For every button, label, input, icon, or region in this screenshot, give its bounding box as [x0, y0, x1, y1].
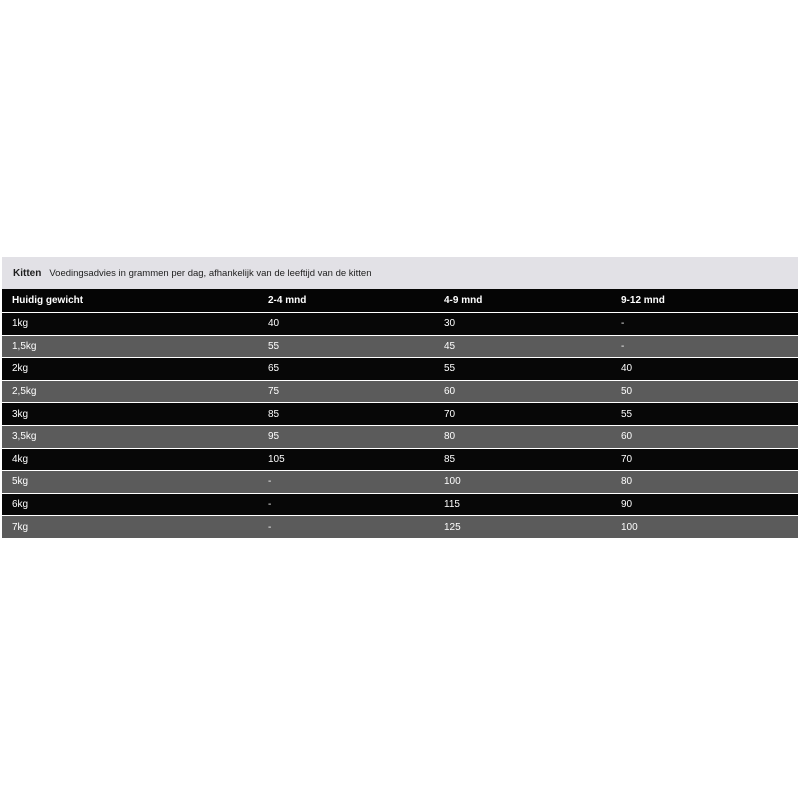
value-cell: 85: [268, 408, 280, 420]
table-title: Kitten: [13, 267, 42, 279]
value-cell: 40: [268, 318, 280, 330]
value-cell: 70: [444, 408, 456, 420]
table-subtitle: Voedingsadvies in grammen per dag, afhankelijk van de leeftijd van de kitten: [49, 267, 372, 279]
table-row: [2, 403, 798, 426]
weight-cell: 2,5kg: [12, 386, 37, 398]
value-cell: 70: [621, 453, 633, 465]
value-cell: 80: [444, 431, 456, 443]
table-row: [2, 381, 798, 404]
table-title-bar: [2, 257, 798, 289]
value-cell: 125: [444, 521, 461, 533]
table-row: [2, 471, 798, 494]
weight-cell: 4kg: [12, 453, 29, 465]
feeding-table: [2, 257, 798, 538]
value-cell: 55: [268, 340, 280, 352]
value-cell: 45: [444, 340, 456, 352]
table-row: [2, 313, 798, 336]
weight-cell: 1,5kg: [12, 340, 37, 352]
value-cell: 105: [268, 453, 285, 465]
weight-cell: 3kg: [12, 408, 29, 420]
value-cell: 90: [621, 499, 633, 511]
value-cell: 80: [621, 476, 633, 488]
table-row: [2, 358, 798, 381]
table-row: [2, 449, 798, 472]
value-cell: 40: [621, 363, 633, 375]
value-cell: 115: [444, 499, 460, 511]
value-cell: 75: [268, 386, 280, 398]
value-cell: 60: [444, 386, 456, 398]
value-cell: -: [268, 476, 272, 488]
value-cell: 100: [444, 476, 461, 488]
weight-cell: 1kg: [12, 318, 29, 330]
value-cell: 100: [621, 521, 638, 533]
value-cell: -: [268, 521, 272, 533]
table-header-row: [2, 289, 798, 313]
header-age-2-4: 2-4 mnd: [268, 295, 307, 306]
weight-cell: 6kg: [12, 499, 29, 511]
value-cell: -: [268, 499, 272, 511]
weight-cell: 5kg: [12, 476, 29, 488]
weight-cell: 3,5kg: [12, 431, 37, 443]
table-row: [2, 494, 798, 517]
value-cell: -: [621, 318, 625, 330]
table-row: [2, 426, 798, 449]
table-row: [2, 336, 798, 359]
value-cell: 95: [268, 431, 280, 443]
value-cell: 60: [621, 431, 633, 443]
header-age-4-9: 4-9 mnd: [444, 295, 483, 306]
header-weight: Huidig gewicht: [12, 295, 84, 306]
value-cell: 65: [268, 363, 280, 375]
value-cell: 30: [444, 318, 456, 330]
weight-cell: 2kg: [12, 363, 29, 375]
table-row: [2, 516, 798, 538]
value-cell: 55: [621, 408, 633, 420]
weight-cell: 7kg: [12, 521, 29, 533]
value-cell: 55: [444, 363, 456, 375]
value-cell: 85: [444, 453, 456, 465]
value-cell: 50: [621, 386, 633, 398]
header-age-9-12: 9-12 mnd: [621, 295, 665, 306]
value-cell: -: [621, 340, 625, 352]
